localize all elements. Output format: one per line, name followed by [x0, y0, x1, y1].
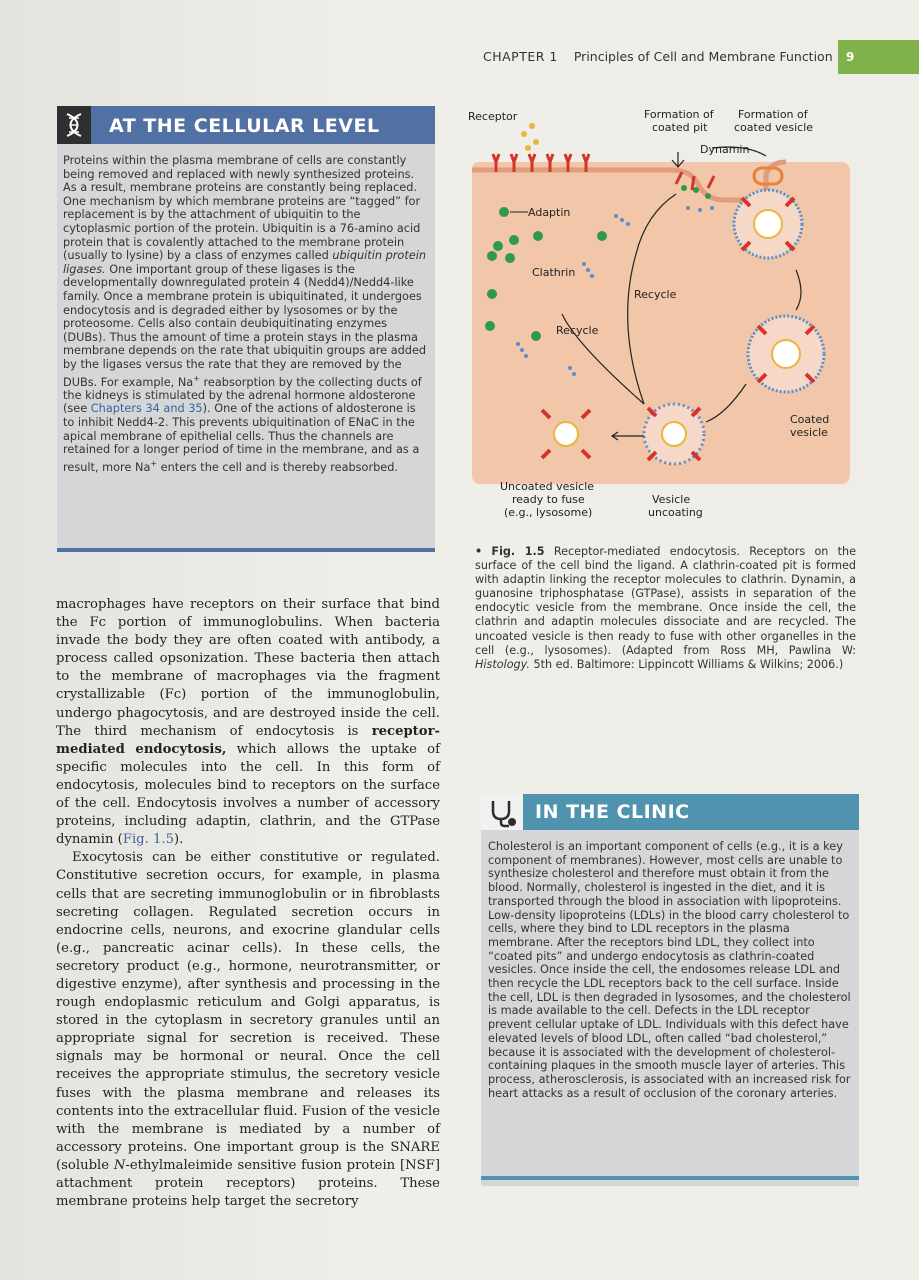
chapters-link[interactable]: Chapters 34 and 35: [90, 402, 203, 416]
dna-icon: [57, 106, 91, 144]
chapter-title: Principles of Cell and Membrane Function: [573, 49, 833, 64]
paragraph-endocytosis: macrophages have receptors on their surface that bind the Fc portion of immunoglobulins. When bacteria invade the body they are often coated with antibody, a process called opsonization. These bacteria then attach to the membrane of macrophages via the fragment crystallizable (Fc) portion of the immunoglobulin, undergo phagocytosis, and are destroyed inside the cell. The third mechanism of endocytosis is receptor-mediated endocytosis, which allows the uptake of specific molecules into the cell. In this form of endocytosis, molecules bind to receptors on the surface of the cell. Endocytosis involves a number of accessory proteins, including adaptin, clathrin, and the GTPase dynamin (Fig. 1.5).: [56, 597, 440, 848]
label-recycle-1: Recycle: [634, 288, 677, 301]
label-receptor: Receptor: [468, 110, 518, 123]
cellular-level-box: [57, 106, 435, 552]
cellular-level-header: [57, 106, 435, 144]
figure-caption: • Fig. 1.5 Receptor-mediated endocytosis. Receptors on the surface of the cell bind the ligand. A clathrin-coated pit is formed with adaptin linking the receptor molecules to clathrin. Dynamin, a guanosine triphosphatase (GTPase), assists in separation of the endocytic vesicle from the membrane. Once inside the cell, the clathrin and adaptin molecules dissociate and are recycled. The uncoated vesicle is then ready to fuse with other organelles in the cell (e.g., lysosomes). (Adapted from Ross MH, Pawlina W: Histology. 5th ed. Baltimore: Lippincott Williams & Wilkins; 2006.): [475, 545, 856, 671]
chapter-number: CHAPTER 1: [483, 49, 558, 64]
paragraph-exocytosis: Exocytosis can be either constitutive or regulated. Constitutive secretion occurs, for example, in plasma cells that are secreting immunoglobulin or in fibroblasts secreting collagen. Regulated secretion occurs in endocrine cells, neurons, and exocrine glandular cells (e.g., pancreatic acinar cells). In these cells, the secretory product (e.g., hormone, neurotransmitter, or digestive enzyme), after synthesis and processing in the rough endoplasmic reticulum and Golgi apparatus, is stored in the cytoplasm in secretory granules until an appropriate signal for secretion is received. These signals may be hormonal or neural. Once the cell receives the appropriate stimulus, the secretory vesicle fuses with the plasma membrane and releases its contents into the extracellular fluid. Fusion of the vesicle with the membrane is mediated by a number of accessory proteins. One important group is the SNARE (soluble N-ethylmaleimide sensitive fusion protein [NSF] attachment protein receptors) proteins. These membrane proteins help target the secretory: [56, 850, 440, 1210]
label-clathrin: Clathrin: [532, 266, 576, 279]
label-formation-pit-2: coated pit: [652, 121, 708, 134]
cellular-level-bottom-rule: [57, 548, 435, 552]
label-recycle-2: Recycle: [556, 324, 599, 337]
label-vesicle-uncoating-1: Vesicle: [652, 493, 691, 506]
fig-1-5-link[interactable]: Fig. 1.5: [122, 832, 174, 848]
stethoscope-icon: [481, 794, 523, 830]
label-coated-vesicle-1: Coated: [790, 413, 830, 426]
label-vesicle-uncoating-2: uncoating: [648, 506, 703, 519]
clinic-header: [481, 794, 859, 830]
coated-vesicle: [748, 316, 824, 392]
uncoating-vesicle: [644, 404, 704, 464]
in-the-clinic-box: [481, 794, 859, 1186]
clinic-title: IN THE CLINIC: [535, 801, 690, 823]
label-coated-vesicle-2: vesicle: [790, 426, 828, 439]
label-adaptin: Adaptin: [528, 206, 571, 219]
label-uncoated-1: Uncoated vesicle: [500, 480, 595, 493]
running-head: [483, 49, 833, 64]
page-number: 9: [838, 40, 919, 74]
label-formation-pit-1: Formation of: [644, 108, 714, 121]
label-dynamin: Dynamin: [700, 143, 750, 156]
label-uncoated-2: ready to fuse: [512, 493, 585, 506]
label-formation-vesicle-2: coated vesicle: [734, 121, 814, 134]
body-text: [56, 596, 440, 1211]
label-formation-vesicle-1: Formation of: [738, 108, 808, 121]
cellular-level-title: AT THE CELLULAR LEVEL: [109, 115, 380, 137]
label-uncoated-3: (e.g., lysosome): [504, 506, 593, 519]
ligands: [521, 123, 539, 151]
clinic-text: Cholesterol is an important component of cells (e.g., it is a key component of membranes). However, most cells are unable to synthesize cholesterol and therefore must obtain it from the blood. Normally, cholesterol is ingested in the diet, and it is transported through the blood in association with lipoproteins. Low-density lipoproteins (LDLs) in the blood carry cholesterol to cells, where they bind to LDL receptors in the plasma membrane. After the receptors bind LDL, they collect into “coated pits” and undergo endocytosis as clathrin-coated vesicles. Once inside the cell, the endosomes release LDL and then recycle the LDL receptors back to the cell surface. Inside the cell, LDL is then degraded in lysosomes, and the cholesterol is made available to the cell. Defects in the LDL receptor prevent cellular uptake of LDL. Individuals with this defect have elevated levels of blood LDL, often called “bad cholesterol,” because it is associated with the development of cholesterol-containing plaques in the smooth muscle layer of arteries. This process, atherosclerosis, is associated with an increased risk for heart attacks as a result of occlusion of the coronary arteries.: [488, 840, 851, 1100]
clinic-bottom-rule: [481, 1176, 859, 1180]
figure-1-5: [466, 104, 854, 532]
cellular-level-text: Proteins within the plasma membrane of cells are constantly being removed and replaced with newly synthesized proteins. As a result, membrane proteins are constantly being replaced. One mechanism by which membrane proteins are “tagged” for replacement is by the attachment of ubiquitin to the cytoplasmic portion of the protein. Ubiquitin is a 76-amino acid protein that is covalently attached to the membrane protein (usually to lysine) by a class of enzymes called ubiquitin protein ligases. One important group of these ligases is the developmentally downregulated protein 4 (Nedd4)/Nedd4-like family. Once a membrane protein is ubiquitinated, it undergoes endocytosis and is degraded either by lysosomes or by the proteosome. Cells also contain deubiquitinating enzymes (DUBs). Thus the amount of time a protein stays in the plasma membrane depends on the rate that ubiquitin groups are added by the ligases versus the rate that they are removed by the DUBs. For example, Na+ reabsorption by the collecting ducts of the kidneys is stimulated by the adrenal hormone aldosterone (see Chapters 34 and 35). One of the actions of aldosterone is to inhibit Nedd4-2. This prevents ubiquitination of ENaC in the apical membrane of epithelial cells. Thus the channels are retained for a longer period of time in the membrane, and as a result, more Na+ enters the cell and is thereby reabsorbed.: [63, 154, 427, 474]
